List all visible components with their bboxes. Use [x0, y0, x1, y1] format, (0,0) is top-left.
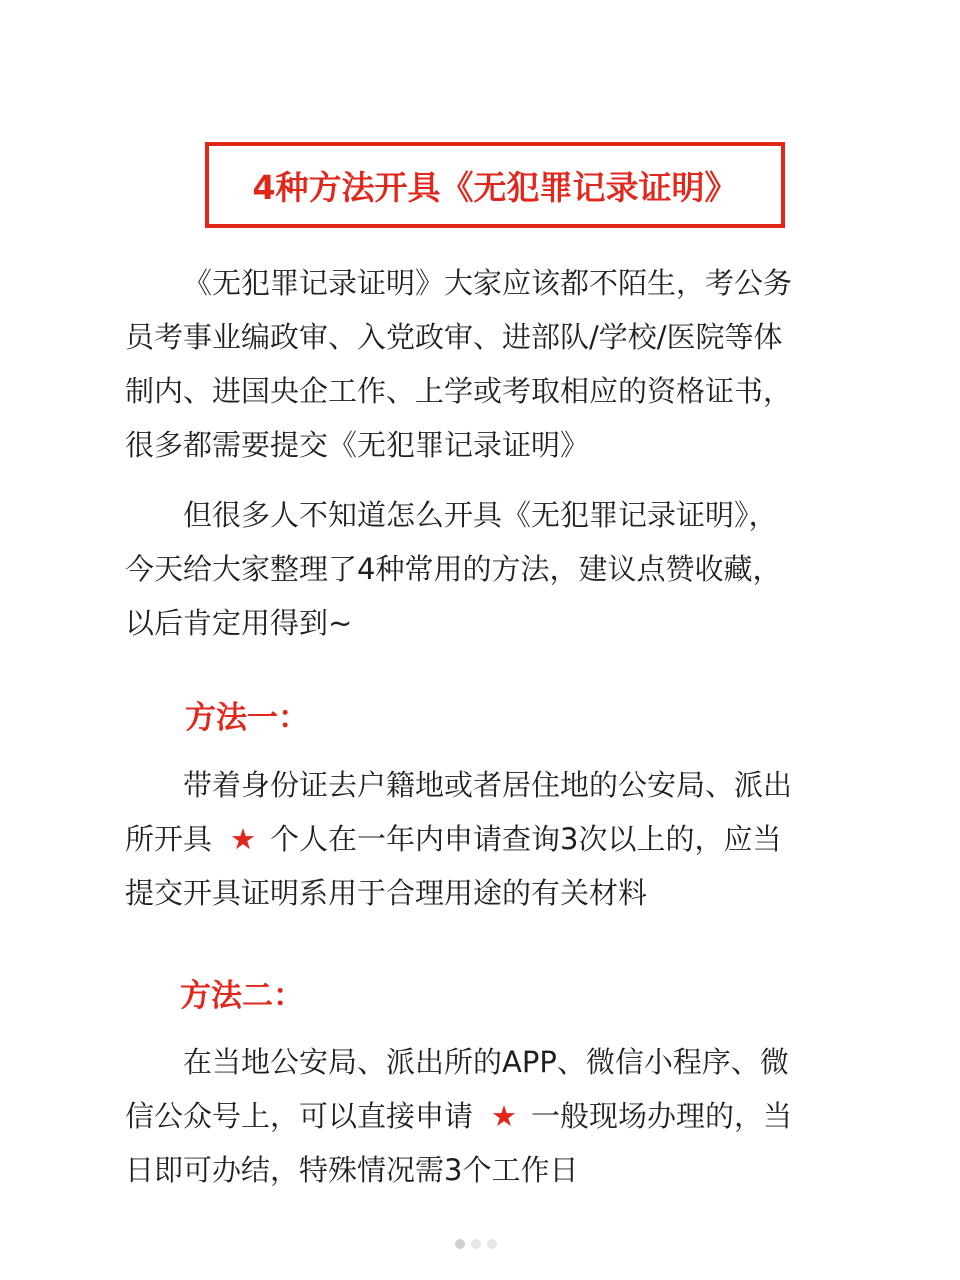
method-1-line-1: 带着身份证去户籍地或者居住地的公安局、派出 [183, 768, 793, 802]
page-dot-3[interactable] [487, 1239, 497, 1249]
method-2-heading: 方法二： [180, 978, 304, 1014]
intro-p1-line-2: 员考事业编政审、入党政审、进部队/学校/医院等体 [125, 320, 783, 354]
method-1-line-2-start: 所开具 [125, 822, 213, 856]
method-1-line-2 [125, 812, 825, 866]
method-2-body [125, 1035, 825, 1197]
page-dot-1[interactable] [455, 1239, 465, 1249]
page-indicator[interactable] [455, 1239, 497, 1249]
method-1-line-2-end: 个人在一年内申请查询3次以上的，应当 [270, 822, 782, 856]
method-2-line-2 [125, 1089, 825, 1143]
intro-p1-line-3: 制内、进国央企工作、上学或考取相应的资格证书， [125, 374, 793, 408]
intro-paragraph-1 [125, 256, 825, 472]
star-icon: ★ [230, 822, 257, 856]
intro-p2-line-1: 但很多人不知道怎么开具《无犯罪记录证明》， [183, 498, 778, 532]
intro-p2-line-3: 以后肯定用得到~ [125, 606, 353, 640]
star-icon: ★ [491, 1099, 518, 1133]
intro-p1-line-1: 《无犯罪记录证明》大家应该都不陌生，考公务 [183, 266, 793, 300]
method-2-line-3: 日即可办结，特殊情况需3个工作日 [125, 1153, 579, 1187]
method-2-line-2-end: 一般现场办理的，当 [531, 1099, 793, 1133]
method-1-heading: 方法一： [185, 700, 309, 736]
page-title: 4种方法开具《无犯罪记录证明》 [252, 167, 738, 207]
intro-p2-line-2: 今天给大家整理了4种常用的方法，建议点赞收藏， [125, 552, 782, 586]
method-2-line-2-start: 信公众号上，可以直接申请 [125, 1099, 474, 1133]
method-2-line-1: 在当地公安局、派出所的APP、微信小程序、微 [183, 1045, 789, 1079]
page-dot-2[interactable] [471, 1239, 481, 1249]
method-1-line-3: 提交开具证明系用于合理用途的有关材料 [125, 876, 648, 910]
method-1-body [125, 758, 825, 920]
title-box [205, 142, 785, 228]
intro-p1-line-4: 很多都需要提交《无犯罪记录证明》 [125, 428, 590, 462]
intro-paragraph-2 [125, 488, 825, 650]
